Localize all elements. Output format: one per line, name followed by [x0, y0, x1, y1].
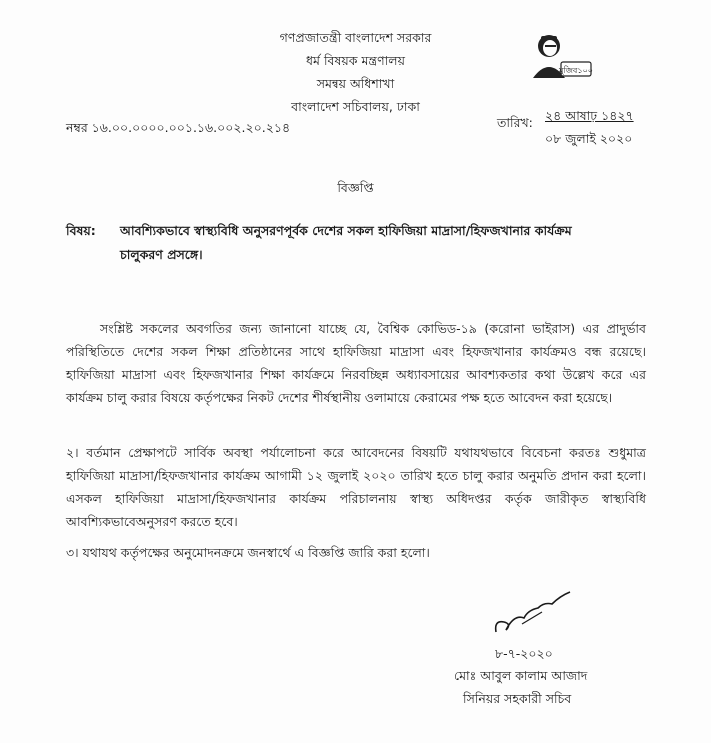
date-label: তারিখ:: [497, 115, 533, 130]
signatory-name: মোঃ আবুল কালাম আজাদ: [454, 668, 588, 683]
notice-title: বিজ্ঞপ্তি: [337, 180, 374, 195]
body-paragraph-2: ২। বর্তমান প্রেক্ষাপটে সার্বিক অবস্থা পর্যালোচনা করে আবেদনের বিষয়টি যথাযথভাবে বিবেচনা করতঃ শুধুমাত্র হাফিজিয়া মাদ্রাসা/হিফজখানার কার্যক্রম আগামী ১২ জুলাই ২০২০ তারিখ হতে চালু করার অনুমতি প্রদান করা হলো। এসকল হাফিজিয়া মাদ্রাসা/হিফজখানার কার্যক্রম পরিচালনায় স্বাস্থ্য অধিদপ্তর কর্তৃক জারীকৃত স্বাস্থ্যবিধি আবশ্যিকভাবেঅনুসরণ করতে হবে।: [66, 445, 646, 529]
logo-text: মুজিব১০০: [559, 66, 593, 75]
signatory-designation: সিনিয়র সহকারী সচিব: [463, 691, 572, 706]
header-address: বাংলাদেশ সচিবালয়, ঢাকা: [291, 99, 420, 114]
subject-line-2: চালুকরণ প্রসঙ্গে।: [120, 247, 203, 262]
subject-line-1: আবশ্যিকভাবে স্বাস্থ্যবিধি অনুসরণপূর্বক দেশের সকল হাফিজিয়া মাদ্রাসা/হিফজখানার কার্যক্রম: [120, 223, 572, 238]
mujib-logo-icon: [523, 28, 611, 92]
header-government: গণপ্রজাতন্ত্রী বাংলাদেশ সরকার: [279, 30, 432, 45]
body-paragraph-1: সংশ্লিষ্ট সকলের অবগতির জন্য জানানো যাচ্ছে যে, বৈশ্বিক কোভিড-১৯ (করোনা ভাইরাস) এর প্রাদুর্ভাব পরিস্থিতিতে দেশের সকল শিক্ষা প্রতিষ্ঠানের সাথে হাফিজিয়া মাদ্রাসা এবং হিফজখানার কার্যক্রমও বন্ধ রয়েছে। হাফিজিয়া মাদ্রাসা এবং হিফজখানার শিক্ষা কার্যক্রমে নিরবচ্ছিন্ন অধ্যাবসায়ের আবশ্যকতার কথা উল্লেখ করে এর কার্যক্রম চালু করার বিষয়ে কর্তৃপক্ষের নিকট দেশের শীর্ষস্থানীয় ওলামায়ে কেরামের পক্ষ হতে আবেদন করা হয়েছে।: [66, 321, 646, 405]
header-ministry: ধর্ম বিষয়ক মন্ত্রণালয়: [306, 53, 405, 68]
memo-number: নম্বর ১৬.০০.০০০০.০০১.১৬.০০২.২০.২১৪: [66, 120, 291, 135]
date-english: ০৮ জুলাই ২০২০: [545, 131, 633, 146]
subject-label: বিষয়:: [66, 223, 96, 238]
signature-date: ৮-৭-২০২০: [495, 646, 553, 661]
date-bangla: ২৪ আষাঢ় ১৪২৭: [545, 108, 634, 123]
signature-image: [492, 588, 574, 638]
header-wing: সমন্বয় অধিশাখা: [316, 76, 395, 91]
body-paragraph-3: ৩। যথাযথ কর্তৃপক্ষের অনুমোদনক্রমে জনস্বার্থে এ বিজ্ঞপ্তি জারি করা হলো।: [66, 545, 430, 560]
